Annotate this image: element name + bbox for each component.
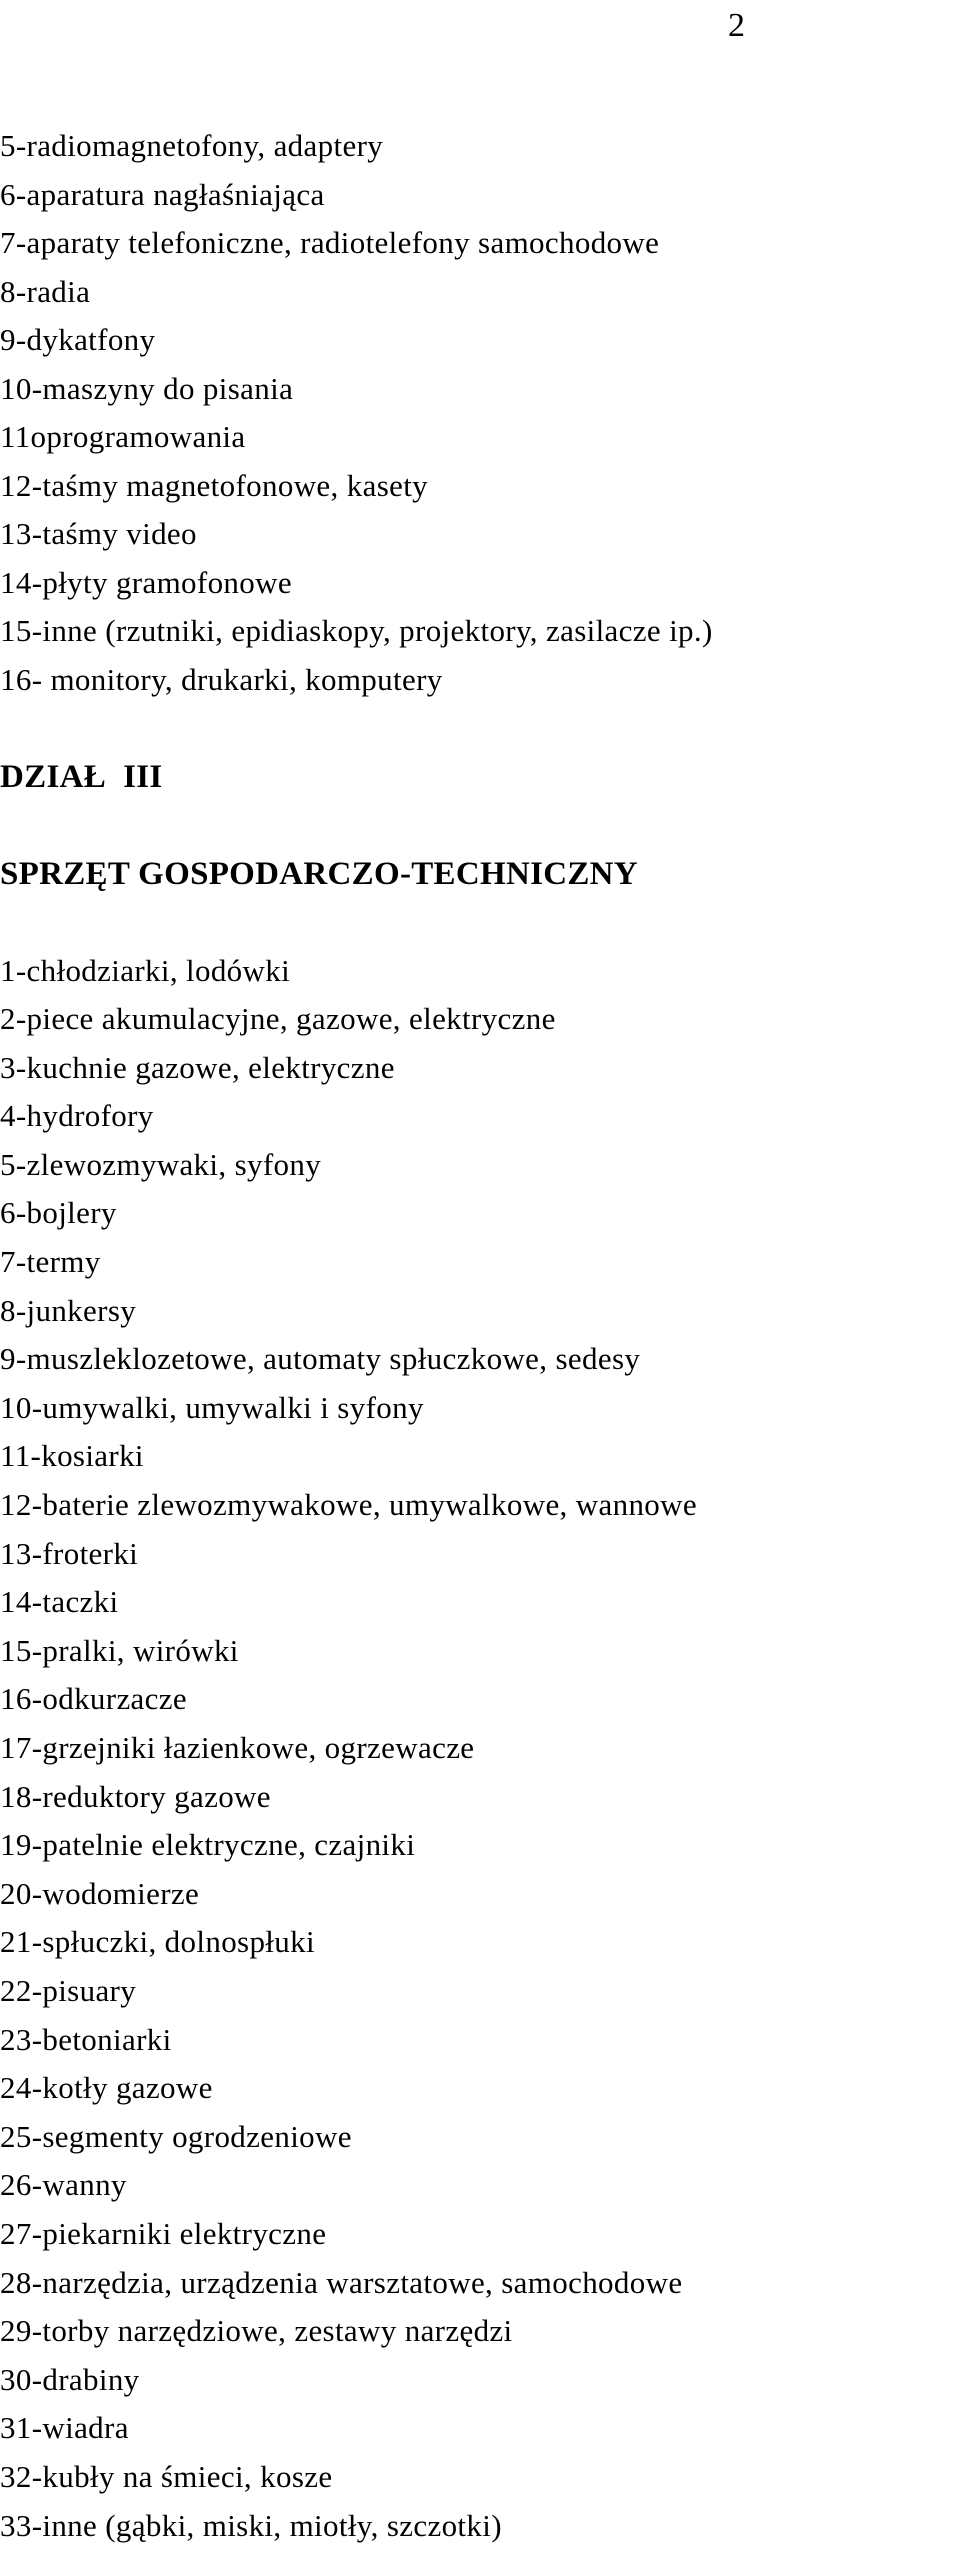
list-item: 24-kotły gazowe: [0, 2070, 213, 2106]
spacer: [0, 898, 960, 947]
list-item: 33-inne (gąbki, miski, miotły, szczotki): [0, 2507, 502, 2543]
page-number: 2: [728, 7, 745, 44]
section-heading: DZIAŁ III: [0, 758, 163, 795]
list-item: 16- monitory, drukarki, komputery: [0, 661, 443, 697]
list-item: 27-piekarniki elektryczne: [0, 2215, 327, 2251]
list-item: 31-wiadra: [0, 2410, 129, 2446]
list-item: 4-hydrofory: [0, 1098, 154, 1134]
section-list: [0, 947, 960, 2551]
list-item: 26-wanny: [0, 2167, 127, 2203]
list-item: 7-termy: [0, 1244, 101, 1280]
list-item: 14-taczki: [0, 1584, 119, 1620]
list-item: 3-kuchnie gazowe, elektryczne: [0, 1049, 395, 1085]
list-item: 13-froterki: [0, 1535, 139, 1571]
list-item: 5-zlewozmywaki, syfony: [0, 1146, 322, 1182]
list-item: 10-umywalki, umywalki i syfony: [0, 1389, 424, 1425]
list-item: 5-radiomagnetofony, adaptery: [0, 128, 384, 163]
list-item: 25-segmenty ogrodzeniowe: [0, 2118, 352, 2154]
list-item: 28-narzędzia, urządzenia warsztatowe, samochodowe: [0, 2264, 683, 2300]
document-body: [0, 122, 960, 2550]
list-item: 6-aparatura nagłaśniająca: [0, 176, 325, 212]
list-item: 20-wodomierze: [0, 1875, 200, 1911]
spacer: [0, 704, 960, 753]
list-item: 30-drabiny: [0, 2361, 140, 2397]
list-item: 6-bojlery: [0, 1195, 117, 1231]
list-item: 21-spłuczki, dolnospłuki: [0, 1924, 315, 1960]
list-item: 10-maszyny do pisania: [0, 370, 294, 406]
list-item: 32-kubły na śmieci, kosze: [0, 2458, 333, 2494]
list-item: 15-pralki, wirówki: [0, 1632, 239, 1668]
list-item: 13-taśmy video: [0, 516, 197, 551]
list-item: 22-pisuary: [0, 1972, 137, 2008]
list-item: 9-muszleklozetowe, automaty spłuczkowe, sedesy: [0, 1341, 641, 1377]
list-item: 7-aparaty telefoniczne, radiotelefony samochodowe: [0, 225, 660, 260]
list-item: 11oprogramowania: [0, 419, 246, 454]
list-item: 15-inne (rzutniki, epidiaskopy, projektory, zasilacze ip.): [0, 613, 713, 648]
list-item: 29-torby narzędziowe, zestawy narzędzi: [0, 2313, 513, 2349]
list-item: 17-grzejniki łazienkowe, ogrzewacze: [0, 1730, 475, 1765]
list-item: 18-reduktory gazowe: [0, 1778, 271, 1814]
list-item: 12-baterie zlewozmywakowe, umywalkowe, wannowe: [0, 1487, 697, 1523]
list-item: 16-odkurzacze: [0, 1681, 187, 1717]
list-item: 1-chłodziarki, lodówki: [0, 952, 291, 988]
list-item: 12-taśmy magnetofonowe, kasety: [0, 467, 429, 503]
list-item: 2-piece akumulacyjne, gazowe, elektryczne: [0, 1001, 556, 1037]
section-title: SPRZĘT GOSPODARCZO-TECHNICZNY: [0, 855, 638, 892]
list-item: 9-dykatfony: [0, 322, 156, 357]
list-item: 11-kosiarki: [0, 1438, 144, 1474]
list-item: 8-junkersy: [0, 1292, 137, 1328]
list-item: 14-płyty gramofonowe: [0, 564, 292, 600]
spacer: [0, 801, 960, 850]
continued-list: [0, 122, 960, 704]
list-item: 23-betoniarki: [0, 2021, 172, 2057]
list-item: 19-patelnie elektryczne, czajniki: [0, 1827, 416, 1863]
list-item: 8-radia: [0, 273, 91, 309]
